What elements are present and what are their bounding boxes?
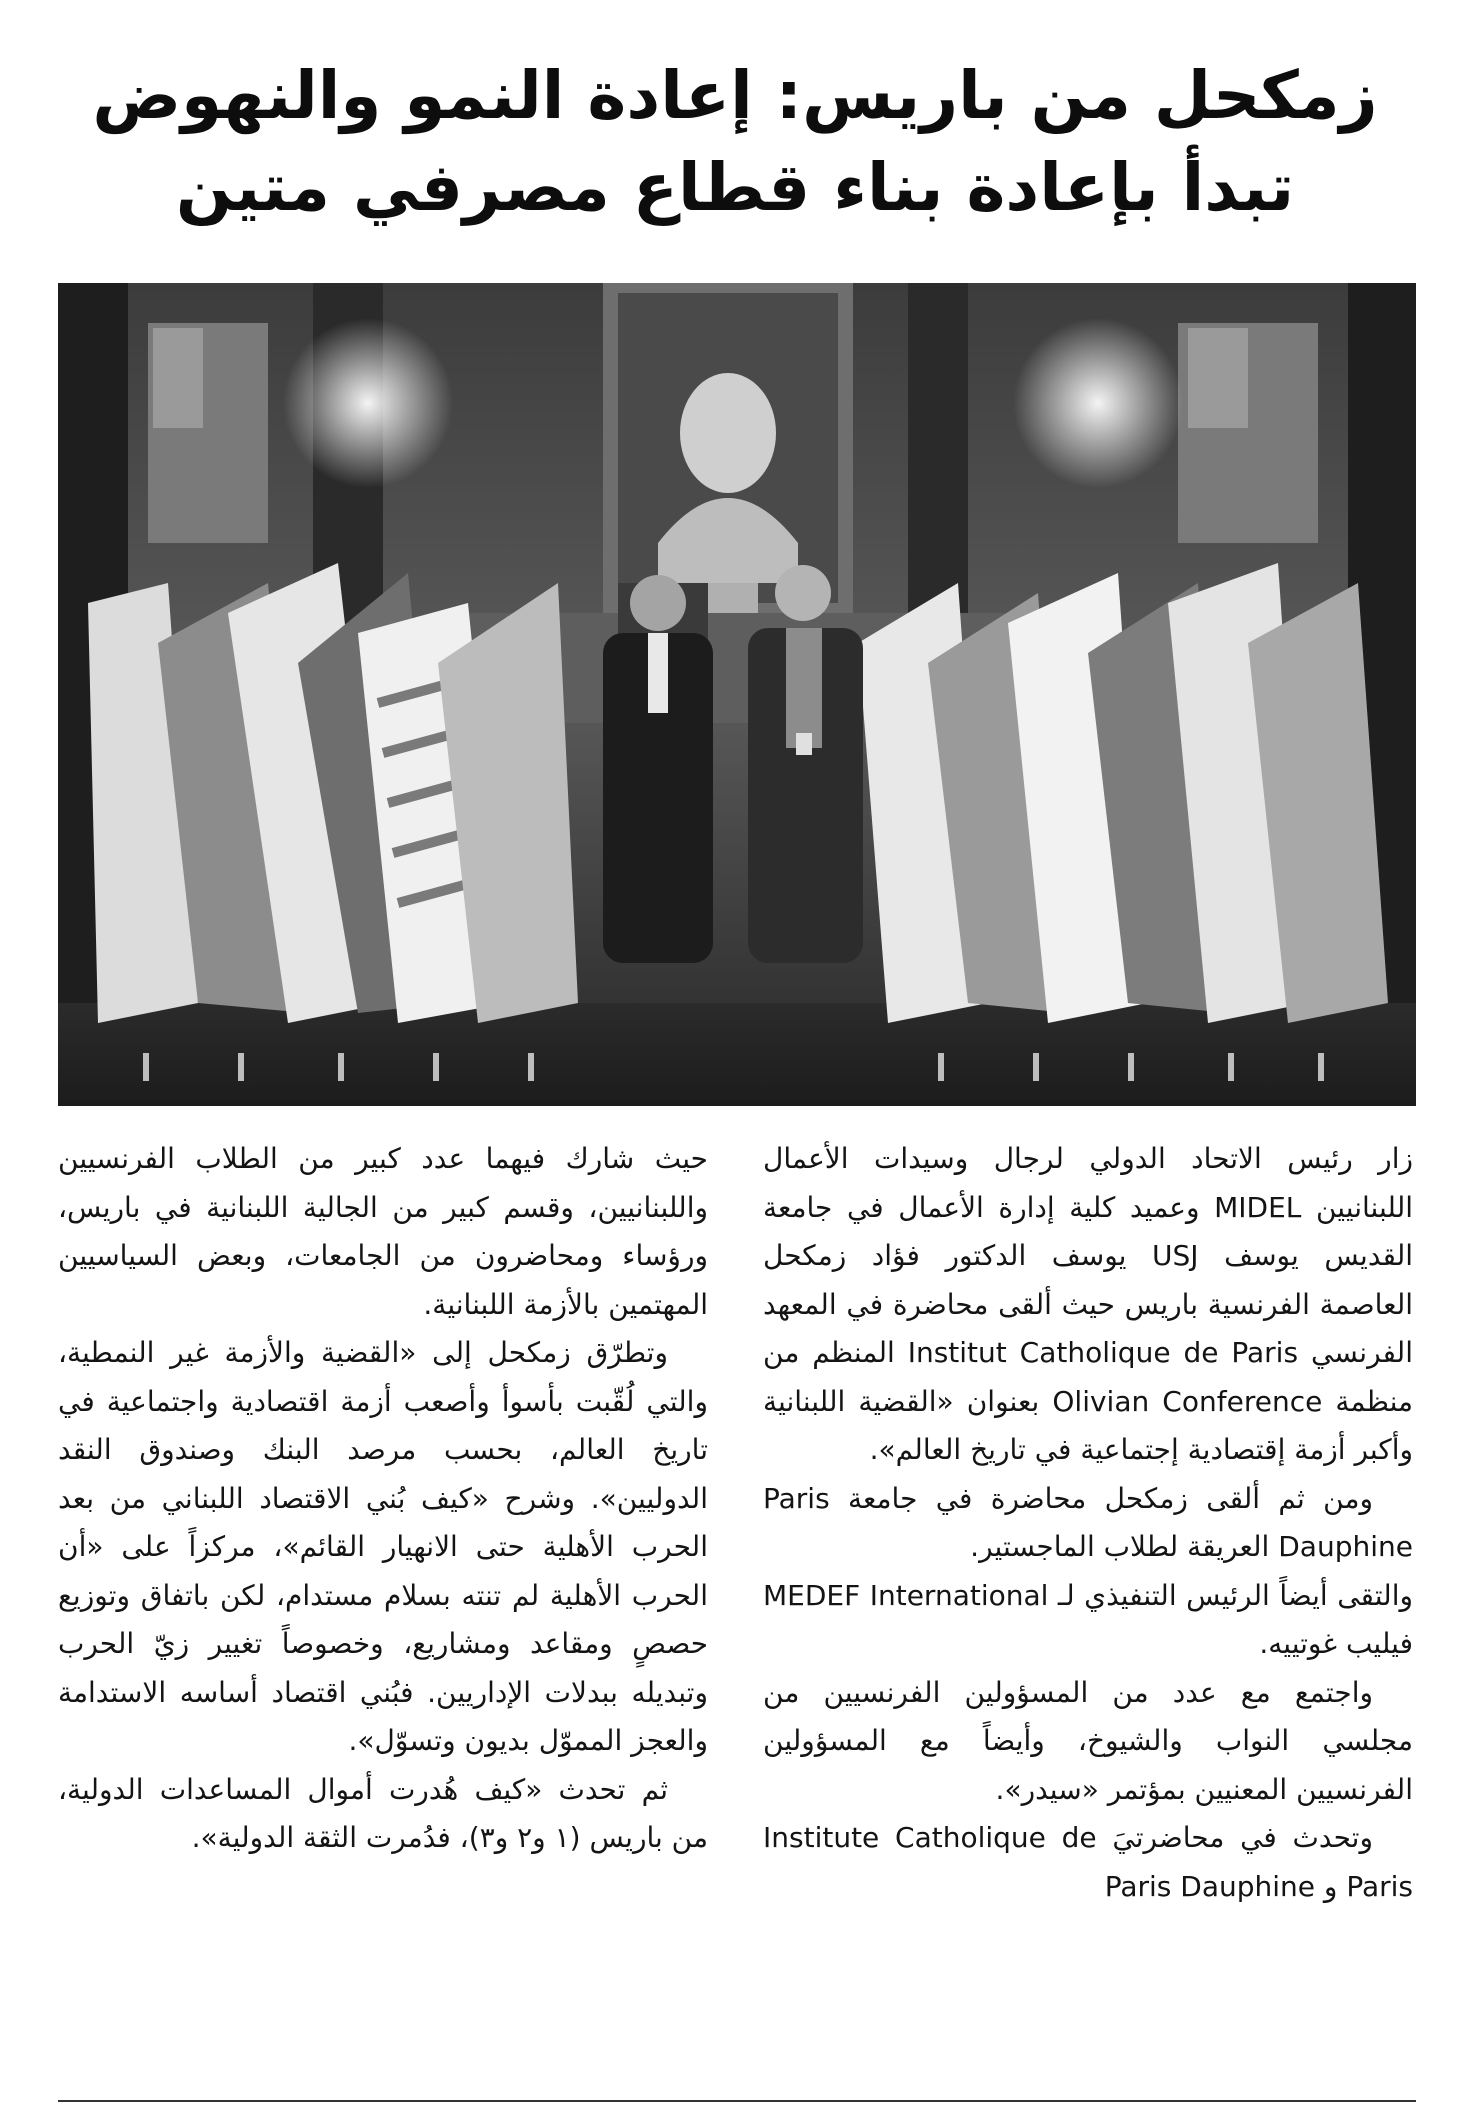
headline-line-2: تبدأ بإعادة بناء قطاع مصرفي متين: [175, 149, 1295, 226]
paragraph: زار رئيس الاتحاد الدولي لرجال وسيدات الأعمال اللبنانيين MIDEL وعميد كلية إدارة الأعمال في جامعة القديس يوسف USJ يوسف الدكتور فؤاد زمكحل العاصمة الفرنسية باريس حيث ألقى محاضرة في المعهد الفرنسي Institut Catholique de Paris المنظم من منظمة Olivian Conference بعنوان «القضية اللبنانية وأكبر أزمة إقتصادية إجتماعية في تاريخ العالم».: [763, 1142, 1414, 1466]
paragraph: وتحدث في محاضرتيَ Institute Catholique de Paris و Paris Dauphine: [763, 1821, 1413, 1903]
paragraph: والتقى أيضاً الرئيس التنفيذي لـ MEDEF International فيليب غوتييه.: [763, 1578, 1413, 1660]
paragraph: واجتمع مع عدد من المسؤولين الفرنسيين من مجلسي النواب والشيوخ، وأيضاً مع المسؤولين الفرنسيين المعنيين بمؤتمر «سيدر».: [763, 1675, 1413, 1806]
headline: [40, 50, 1430, 234]
paragraph: وتطرّق زمكحل إلى «القضية والأزمة غير النمطية، والتي لُقّبت بأسوأ وأصعب أزمة اقتصادية واجتماعية في تاريخ العالم، بحسب مرصد البنك وصندوق النقد الدوليين». وشرح «كيف بُني الاقتصاد اللبناني من بعد الحرب الأهلية حتى الانهيار القائم»، مركزاً على «أن الحرب الأهلية لم تنته بسلام مستدام، لكن باتفاق وتوزيع حصصٍ ومقاعد ومشاريع، وخصوصاً تغيير زيّ الحرب وتبديله ببدلات الإداريين. فبُني اقتصاد أساسه الاستدامة والعجز المموّل بديون وتسوّل».: [58, 1336, 708, 1757]
paragraph: حيث شارك فيهما عدد كبير من الطلاب الفرنسيين واللبنانيين، وقسم كبير من الجالية اللبنانية في باريس، ورؤساء ومحاضرون من الجامعات، وبعض السياسيين المهتمين بالأزمة اللبنانية.: [58, 1142, 708, 1321]
photo-illustration: [58, 283, 1416, 1106]
article-column-left: [58, 1135, 708, 1863]
bottom-divider: [58, 2100, 1416, 2102]
paragraph: ومن ثم ألقى زمكحل محاضرة في جامعة Paris Dauphine العريقة لطلاب الماجستير.: [763, 1481, 1413, 1563]
paragraph: ثم تحدث «كيف هُدرت أموال المساعدات الدولية، من باريس (١ و٢ و٣)، فدُمرت الثقة الدولية».: [58, 1772, 708, 1854]
article-column-right: [763, 1135, 1413, 1911]
headline-line-1: زمكحل من باريس: إعادة النمو والنهوض: [92, 57, 1378, 134]
article-photo: [58, 283, 1416, 1106]
